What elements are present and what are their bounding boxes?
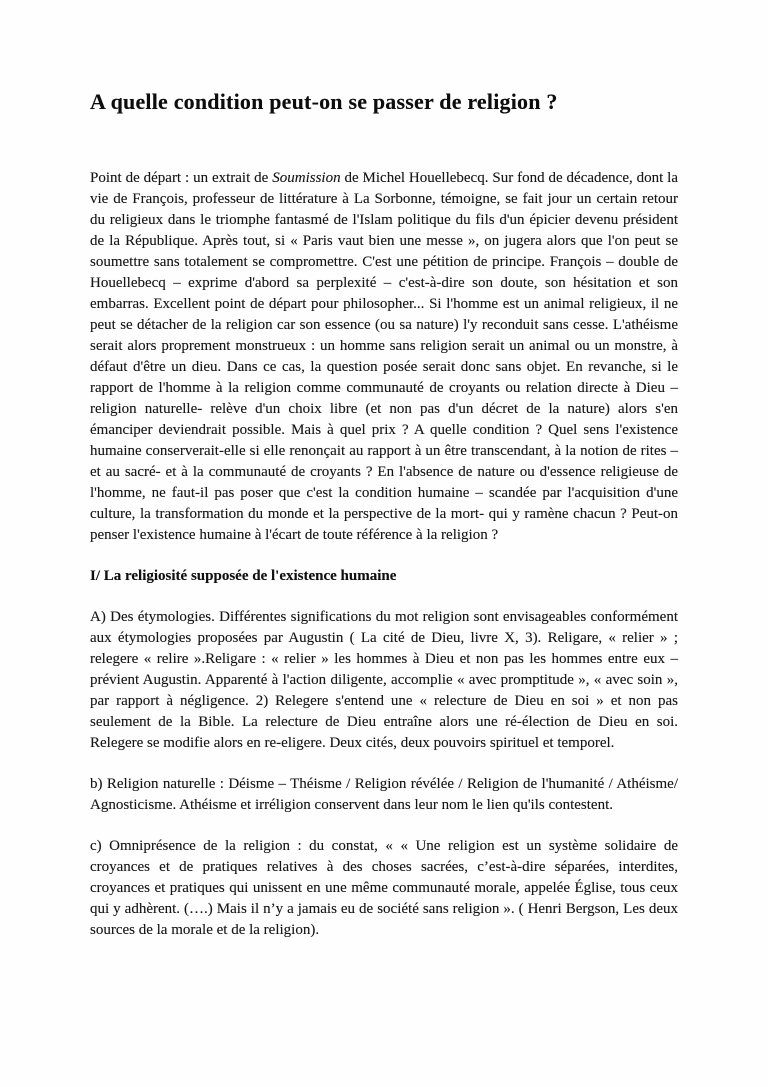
page-title: A quelle condition peut-on se passer de religion ? <box>90 89 558 114</box>
intro-paragraph <box>90 168 678 546</box>
paragraph-c-omnipresence: c) Omniprésence de la religion : du constat, « « Une religion est un système solidaire de croyances et de pratiques relatives à des choses sacrées, c’est-à-dire séparées, interdites, croyances et pratiques qui unissent en une même communauté morale, appelée Église, tous ceux qui y adhèrent. (….) Mais il n’y a jamais eu de société sans religion ». ( Henri Bergson, Les deux sources de la morale et de la religion). <box>90 838 678 938</box>
section-heading-religiosite: I/ La religiosité supposée de l'existence humaine <box>90 568 397 584</box>
book-title-soumission: Soumission <box>272 170 341 186</box>
paragraph-a-etymologies: A) Des étymologies. Différentes significations du mot religion sont envisageables conformément aux étymologies proposées par Augustin ( La cité de Dieu, livre X, 3). Religare, « relier » ; relegere « relire ».Religare : « relier » les hommes à Dieu et non pas les hommes entre eux – prévient Augustin. Apparenté à l'action diligente, accomplie « avec promptitude », « avec soin », par rapport à négligence. 2) Relegere s'entend une « relecture de Dieu en soi » et non pas seulement de la Bible. La relecture de Dieu entraîne alors une ré-élection de Dieu en soi. Relegere se modifie alors en re-eligere. Deux cités, deux pouvoirs spirituel et temporel. <box>90 609 678 751</box>
paragraph-b-religion-naturelle: b) Religion naturelle : Déisme – Théisme / Religion révélée / Religion de l'humanité / Athéisme/ Agnosticisme. Athéisme et irréligion conservent dans leur nom le lien qu'ils contestent. <box>90 776 678 813</box>
intro-text-after-book: de Michel Houellebecq. Sur fond de décadence, dont la vie de François, professeur de littérature à La Sorbonne, témoigne, se fait jour un certain retour du religieux dans le triomphe fantasmé de l'Islam politique du fils d'un épicier devenu président de la République. Après tout, si « Paris vaut bien une messe », on jugera alors que l'on peut se soumettre sans totalement se compromettre. C'est une pétition de principe. François – double de Houellebecq – exprime d'abord sa perplexité – c'est-à-dire son doute, son hésitation et son embarras. Excellent point de départ pour philosopher... Si l'homme est un animal religieux, il ne peut se détacher de la religion car son essence (ou sa nature) l'y reconduit sans cesse. L'athéisme serait alors proprement monstrueux : un homme sans religion serait un animal ou un monstre, à défaut d'être un dieu. Dans ce cas, la question posée serait donc sans objet. En revanche, si le rapport de l'homme à la religion comme communauté de croyants ou relation directe à Dieu – religion naturelle- relève d'un choix libre (et non pas d'un décret de la nature) alors s'en émanciper deviendrait possible. Mais à quel prix ? A quelle condition ? Quel sens l'existence humaine conserverait-elle si elle renonçait au rapport à un être transcendant, à la notion de rites – et au sacré- et à la communauté de croyants ? En l'absence de nature ou d'essence religieuse de l'homme, ne faut-il pas poser que c'est la condition humaine – scandée par l'acquisition d'une culture, la transformation du monde et la perspective de la mort- qui y ramène chacun ? Peut-on penser l'existence humaine à l'écart de toute référence à la religion ? <box>90 170 679 543</box>
intro-text-before-book: Point de départ : un extrait de <box>90 170 273 186</box>
